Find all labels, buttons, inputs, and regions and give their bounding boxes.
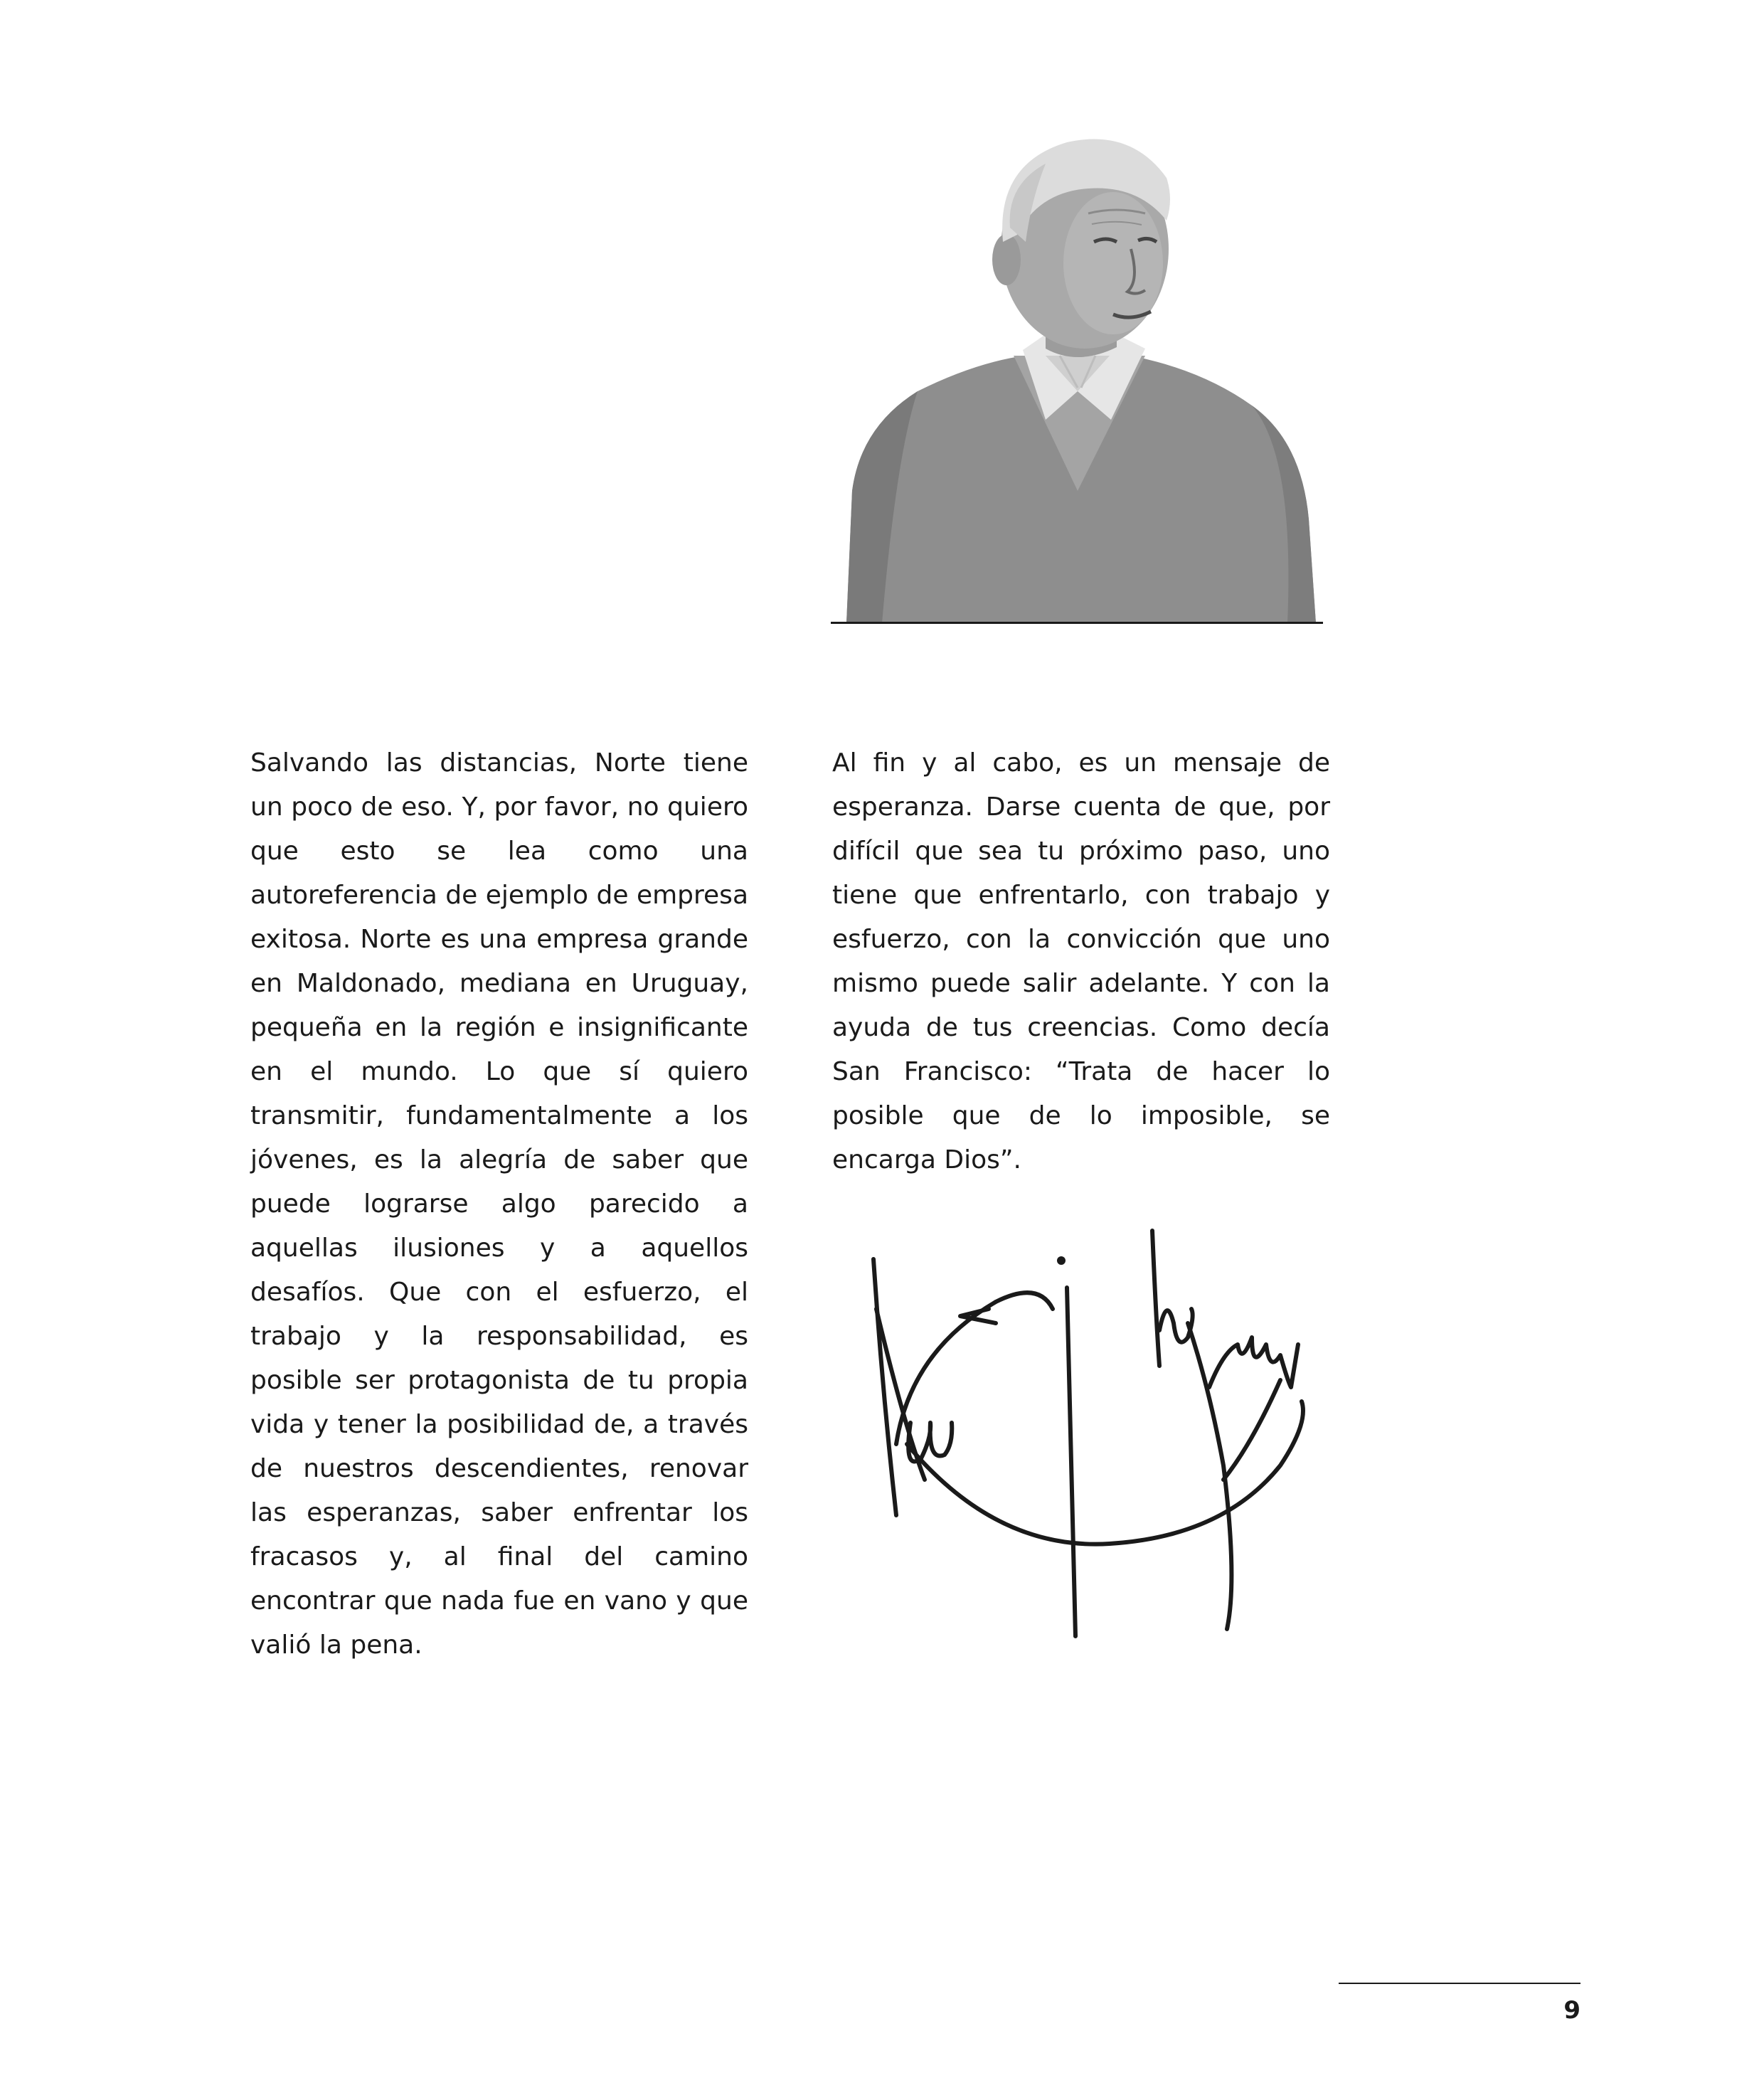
body-text-left-column: [250, 741, 748, 1667]
paragraph-left: Salvando las distancias, Norte tiene un poco de eso. Y, por favor, no quiero que esto se lea como una autoreferencia de ejemplo de empresa exitosa. Norte es una empresa grande en Maldonado, mediana en Uruguay, pequeña en la región e insignificante en el mundo. Lo que sí quiero transmitir, fundamentalmente a los jóvenes, es la alegría de saber que puede lograrse algo parecido a aquellas ilusiones y a aquellos desafíos. Que con el esfuerzo, el trabajo y la responsabilidad, es posible ser protagonista de tu propia vida y tener la posibilidad de, a través de nuestros descendientes, renovar las esperanzas, saber enfrentar los fracasos y, al final del camino encontrar que nada fue en vano y que valió la pena.: [250, 748, 748, 1660]
portrait-photo: [832, 121, 1323, 623]
paragraph-right: Al fin y al cabo, es un mensaje de esperanza. Darse cuenta de que, por difícil que sea tu próximo paso, uno tiene que enfrentarlo, con trabajo y esfuerzo, con la convicción que uno mismo puede salir adelante. Y con la ayuda de tus creencias. Como decía San Francisco: “Trata de hacer lo posible que de lo imposible, se encarga Dios”.: [832, 748, 1330, 1174]
portrait-divider: [831, 622, 1323, 624]
page-number: 9: [1563, 1996, 1580, 2025]
body-text-right-column: [832, 741, 1330, 1182]
footer-divider: [1339, 1983, 1580, 1984]
handwritten-signature: [854, 1209, 1337, 1650]
